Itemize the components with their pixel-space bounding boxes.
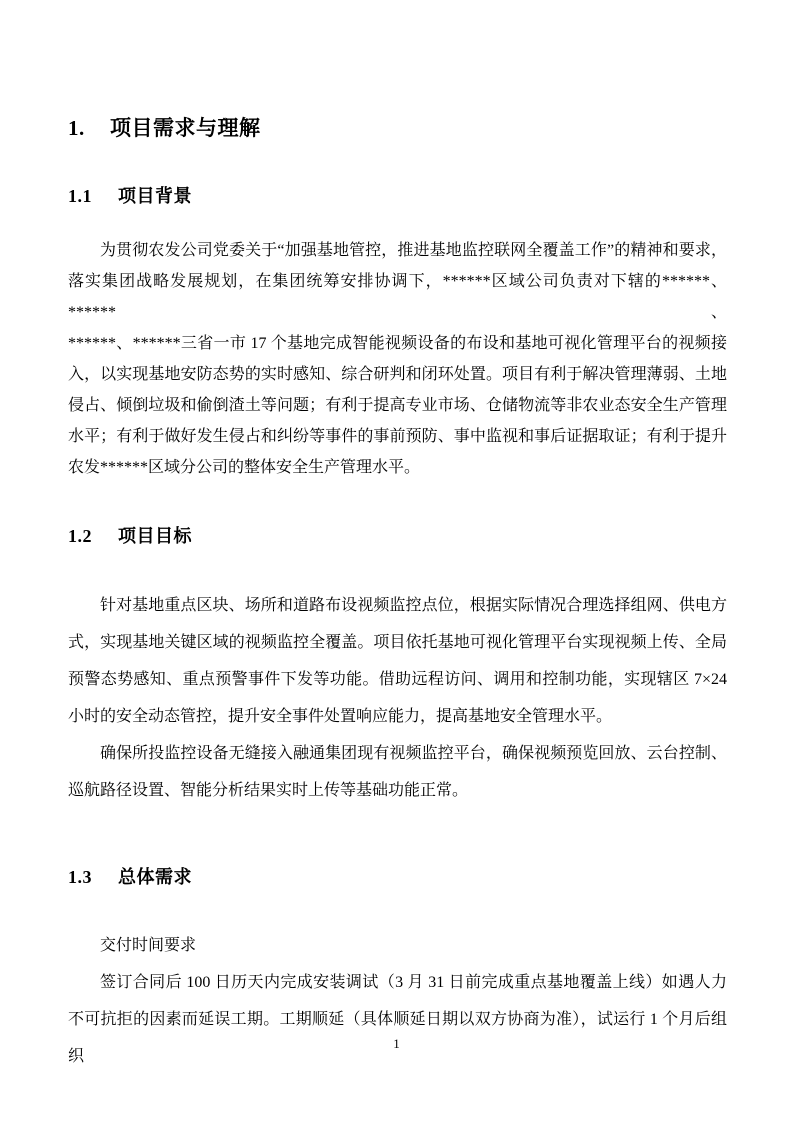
section-heading-1-1 [68, 183, 727, 209]
text-line: 为贯彻农发公司党委关于“加强基地管控，推进基地监控联网全覆盖工作”的精神和要求， [100, 242, 727, 259]
paragraph-delivery-label [68, 927, 727, 964]
text-line: 巡航路径设置、智能分析结果实时上传等基础功能正常。 [68, 782, 469, 799]
paragraph-goals-2 [68, 735, 727, 809]
text-line: 针对基地重点区块、场所和道路布设视频监控点位，根据实际情况合理选择组网、供电方 [100, 597, 727, 614]
page-number: 1 [393, 1036, 400, 1051]
text-line: 式，实现基地关键区域的视频监控全覆盖。项目依托基地可视化管理平台实现视频上传、全局 [68, 634, 727, 651]
text-line: 侵占、倾倒垃圾和偷倒渣土等问题；有利于提高专业市场、仓储物流等非农业态安全生产管理 [68, 397, 727, 414]
text-line: 确保所投监控设备无缝接入融通集团现有视频监控平台，确保视频预览回放、云台控制、 [100, 745, 727, 762]
paragraph-background [68, 235, 727, 483]
section-heading-1-3 [68, 864, 727, 890]
chapter-heading-number: 1. [68, 116, 85, 140]
section-heading-1-2 [68, 523, 727, 549]
text-line: 农发******区域分公司的整体安全生产管理水平。 [68, 459, 421, 476]
text-line: 落实集团战略发展规划，在集团统筹安排协调下，******区域公司负责对下辖的******、******、 [68, 273, 727, 321]
paragraph-delivery-detail [68, 964, 727, 1075]
text-line: 水平；有利于做好发生侵占和纠纷等事件的事前预防、事中监视和事后证据取证；有利于提升 [68, 428, 727, 445]
text-line: 不可抗拒的因素而延误工期。工期顺延（具体顺延日期以双方协商为准），试运行 1 个月后组织 [68, 1011, 727, 1065]
text-line: 交付时间要求 [100, 937, 197, 954]
section-heading-number: 1.2 [68, 526, 92, 546]
text-line: 预警态势感知、重点预警事件下发等功能。借助远程访问、调用和控制功能，实现辖区 7×24 [68, 671, 727, 688]
chapter-heading-title: 项目需求与理解 [110, 116, 261, 140]
chapter-heading [68, 113, 727, 143]
text-line: 入，以实现基地安防态势的实时感知、综合研判和闭环处置。项目有利于解决管理薄弱、土地 [68, 366, 727, 383]
text-line: ******、******三省一市 17 个基地完成智能视频设备的布设和基地可视化管理平台的视频接 [68, 335, 727, 352]
section-heading-title: 总体需求 [118, 867, 192, 887]
paragraph-goals-1 [68, 587, 727, 735]
section-heading-number: 1.1 [68, 186, 92, 206]
section-heading-number: 1.3 [68, 867, 92, 887]
text-line: 签订合同后 100 日历天内完成安装调试（3 月 31 日前完成重点基地覆盖上线）如遇人力 [100, 974, 727, 991]
section-heading-title: 项目背景 [118, 186, 192, 206]
section-heading-title: 项目目标 [118, 526, 192, 546]
text-line: 小时的安全动态管控，提升安全事件处置响应能力，提高基地安全管理水平。 [68, 708, 613, 725]
